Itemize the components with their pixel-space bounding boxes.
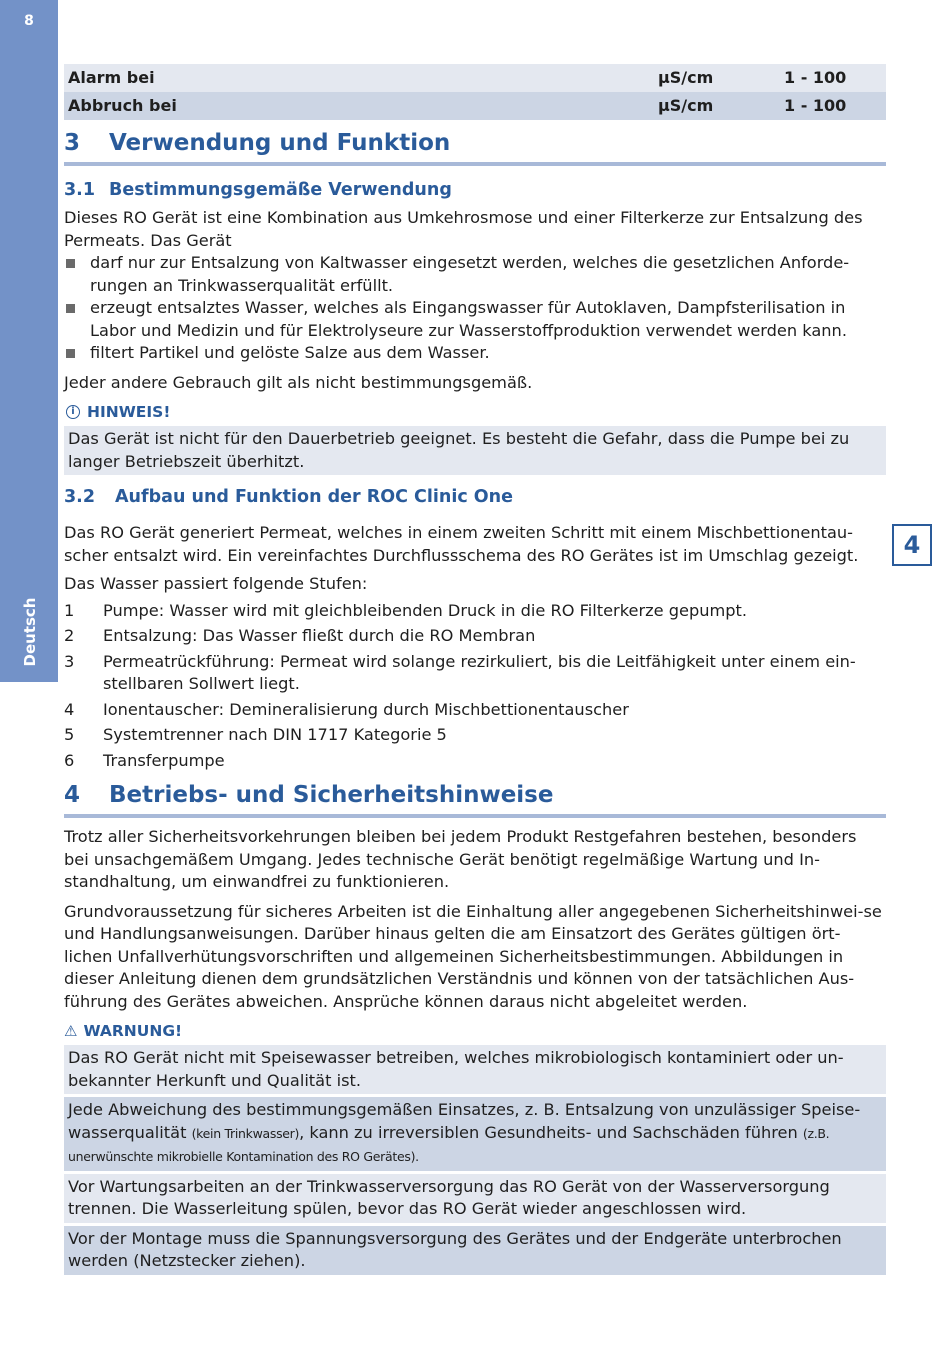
warning-box [64, 1097, 886, 1171]
warning-text: Das RO Gerät nicht mit Speisewasser betreiben, welches mikrobiologisch kontaminiert oder un-bekannter Herkunft und Qualität ist. [68, 1048, 844, 1090]
stage-item [64, 651, 886, 696]
paragraph: Jeder andere Gebrauch gilt als nicht bestimmungsgemäß. [64, 372, 533, 392]
language-tab: Deutsch [20, 597, 39, 667]
list-item-text: filtert Partikel und gelöste Salze aus dem Wasser. [90, 343, 490, 362]
list-item-text: erzeugt entsalztes Wasser, welches als Eingangswasser für Autoklaven, Dampfsterilisation in Labor und Medizin und für Elektrolyseure zur Wasserstoffproduktion verwendet werden kann. [90, 298, 847, 340]
heading-number: 3 [64, 130, 81, 156]
heading-title: Aufbau und Funktion der ROC Clinic One [115, 487, 513, 507]
page-number: 8 [24, 13, 34, 29]
stage-number: 5 [64, 725, 75, 744]
paragraph: Grundvoraussetzung für sicheres Arbeiten ist die Einhaltung aller angegebenen Sicherheitshinwei-se und Handlungsanweisungen. Darüber hinaus gelten die am Einsatzort des Gerätes gültigen ört-lichen Unfallverhütungsvorschriften und allgemeinen Sicherheitsbestimmungen. Abbildungen in dieser Anleitung dienen dem grundsätzlichen Verständnis und können von der tatsächlichen Aus-führung des Gerätes abweichen. Ansprüche können daraus nicht abgeleitet werden. [64, 901, 882, 1011]
stage-item [64, 724, 886, 747]
heading-title: Betriebs- und Sicherheitshinweise [109, 782, 554, 808]
note-heading [64, 401, 886, 423]
heading-title: Bestimmungsgemäße Verwendung [109, 180, 452, 200]
list-item [64, 342, 886, 365]
stage-text: Permeatrückführung: Permeat wird solange rezirkuliert, bis die Leitfähigkeit unter einem ein-stellbaren Sollwert liegt. [103, 651, 856, 693]
warning-triangle-icon: ⚠ [64, 1022, 78, 1040]
warning-box [64, 1045, 886, 1094]
paragraph: Trotz aller Sicherheitsvorkehrungen bleiben bei jedem Produkt Restgefahren bestehen, besonders bei unsachgemäßem Umgang. Jedes technische Gerät benötigt regelmäßige Wartung und In-standhaltung, um einwandfrei zu funktionieren. [64, 827, 857, 891]
stage-text: Pumpe: Wasser wird mit gleichbleibenden Druck in die RO Filterkerze gepumpt. [103, 600, 748, 620]
stage-item [64, 699, 886, 722]
spec-row [64, 64, 886, 92]
spec-range: 1 - 100 [784, 96, 847, 115]
warning-box [64, 1226, 886, 1275]
chapter-tab: 4 [892, 524, 932, 566]
stage-text: Entsalzung: Das Wasser fließt durch die RO Membran [103, 626, 536, 645]
spec-range: 1 - 100 [784, 68, 847, 87]
spec-label: Abbruch bei [68, 96, 177, 115]
warning-heading [64, 1020, 886, 1042]
warning-label: WARNUNG! [83, 1022, 183, 1040]
heading-title: Verwendung und Funktion [109, 130, 451, 156]
language-sidebar [0, 0, 58, 682]
note-box [64, 426, 886, 475]
note-text: Das Gerät ist nicht für den Dauerbetrieb geeignet. Es besteht die Gefahr, dass die Pumpe bei zu langer Betriebszeit überhitzt. [68, 429, 850, 471]
stage-number: 4 [64, 699, 75, 719]
heading-number: 3.2 [64, 487, 96, 507]
warning-text: Vor Wartungsarbeiten an der Trinkwasserversorgung das RO Gerät von der Wasserversorgung trennen. Die Wasserleitung spülen, bevor das RO Gerät wieder angeschlossen wird. [68, 1176, 830, 1218]
info-icon: i [66, 405, 80, 419]
stage-text: Ionentauscher: Demineralisierung durch Mischbettionentauscher [103, 699, 629, 719]
square-bullet-icon [64, 252, 90, 297]
warning-text: , kann zu irreversiblen Gesundheits- und Sachschäden führen [299, 1122, 803, 1142]
section-3-1-heading [64, 178, 886, 202]
square-bullet-icon [64, 342, 90, 365]
spec-label: Alarm bei [68, 68, 155, 87]
stage-number: 2 [64, 626, 75, 645]
list-item-text: darf nur zur Entsalzung von Kaltwasser eingesetzt werden, welches die gesetzlichen Anforde-rungen an Trinkwasserqualität erfüllt. [90, 253, 850, 295]
stage-number: 1 [64, 600, 75, 620]
stage-number: 3 [64, 651, 75, 671]
stage-item [64, 600, 886, 623]
heading-number: 3.1 [64, 180, 96, 200]
spec-unit: µS/cm [658, 68, 714, 87]
stage-text: Transferpumpe [103, 750, 225, 770]
stage-number: 6 [64, 750, 75, 770]
spec-row [64, 92, 886, 120]
paragraph: Das Wasser passiert folgende Stufen: [64, 574, 368, 593]
list-item [64, 297, 886, 342]
stage-item [64, 750, 886, 773]
stage-item [64, 625, 886, 648]
warning-text: Jede Abweichung des bestimmungsgemäßen Einsatzes, z. B. Entsalzung von unzulässiger Speise-wasserqualität [68, 1100, 861, 1142]
page-content [64, 64, 886, 1278]
section-3-2-heading [64, 485, 886, 509]
stage-text: Systemtrenner nach DIN 1717 Kategorie 5 [103, 725, 447, 744]
warning-note-small: (kein Trinkwasser) [191, 1125, 300, 1141]
section-3-heading [64, 128, 886, 166]
warning-text: Vor der Montage muss die Spannungsversorgung des Gerätes und der Endgeräte unterbrochen werden (Netzstecker ziehen). [68, 1228, 842, 1270]
paragraph: Das RO Gerät generiert Permeat, welches in einem zweiten Schritt mit einem Mischbettionentau-scher entsalzt wird. Ein vereinfachtes Durchflussschema des RO Gerätes ist im Umschlag gezeigt. [64, 523, 859, 565]
square-bullet-icon [64, 297, 90, 342]
warning-note-small: (z.B. unerwünschte mikrobielle Kontamination des RO Gerätes). [68, 1125, 830, 1164]
spec-unit: µS/cm [658, 96, 714, 115]
heading-number: 4 [64, 782, 81, 808]
warning-box [64, 1174, 886, 1223]
note-label: HINWEIS! [87, 403, 171, 421]
paragraph: Dieses RO Gerät ist eine Kombination aus Umkehrosmose und einer Filterkerze zur Entsalzung des Permeats. Das Gerät [64, 208, 863, 250]
list-item [64, 252, 886, 297]
section-4-heading [64, 780, 886, 818]
